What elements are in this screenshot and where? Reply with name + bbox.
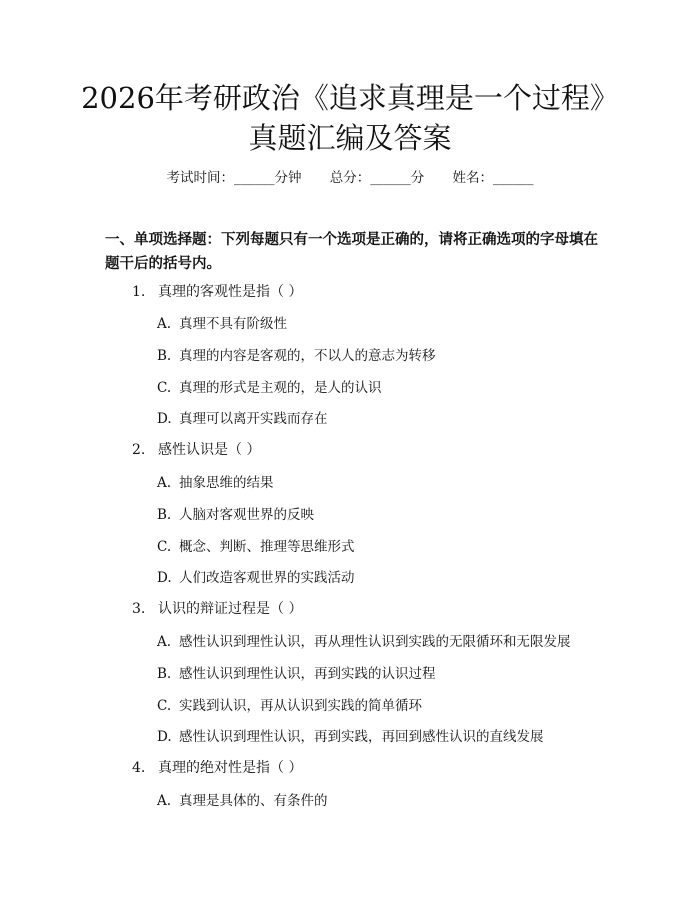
option-2b	[157, 505, 314, 525]
question-number: 3.	[132, 601, 146, 617]
option-1a	[157, 314, 287, 334]
section-heading: 一、单项选择题：下列每题只有一个选项是正确的，请将正确选项的字母填在题干后的括号内。	[105, 232, 598, 272]
option-letter: D.	[157, 411, 172, 427]
option-text: 真理是具体的、有条件的	[179, 793, 328, 809]
option-letter: D.	[157, 570, 172, 586]
option-text: 感性认识到理性认识，再到实践的认识过程	[179, 666, 436, 682]
exam-time: 考试时间：______分钟	[166, 170, 302, 186]
exam-info	[0, 168, 700, 188]
option-text: 真理的形式是主观的，是人的认识	[179, 380, 382, 396]
option-letter: A.	[157, 475, 172, 491]
option-letter: B.	[157, 348, 172, 364]
option-text: 实践到认识，再从认识到实践的简单循环	[179, 698, 422, 714]
question-number: 4.	[132, 760, 146, 776]
option-letter: A.	[157, 316, 172, 332]
option-text: 人们改造客观世界的实践活动	[179, 570, 355, 586]
option-text: 感性认识到理性认识，再到实践，再回到感性认识的直线发展	[179, 729, 544, 745]
option-text: 抽象思维的结果	[179, 475, 274, 491]
option-letter: A.	[157, 793, 172, 809]
option-2c	[157, 537, 355, 557]
option-letter: B.	[157, 507, 172, 523]
option-3b	[157, 664, 436, 684]
option-letter: C.	[157, 539, 172, 555]
question-3	[132, 599, 302, 619]
option-letter: C.	[157, 698, 172, 714]
option-2a	[157, 473, 274, 493]
option-text: 人脑对客观世界的反映	[179, 507, 314, 523]
student-name: 姓名：______	[452, 170, 534, 186]
option-text: 感性认识到理性认识，再从理性认识到实践的无限循环和无限发展	[179, 634, 571, 650]
option-1b	[157, 346, 436, 366]
option-2d	[157, 568, 355, 588]
question-text: 认识的辩证过程是（ ）	[158, 601, 303, 617]
option-1c	[157, 378, 382, 398]
total-score: 总分：______分	[329, 170, 425, 186]
option-letter: A.	[157, 634, 172, 650]
option-text: 概念、判断、推理等思维形式	[179, 539, 355, 555]
question-text: 真理的客观性是指（ ）	[158, 284, 303, 300]
document-title: 2026年考研政治《追求真理是一个过程》真题汇编及答案	[81, 81, 619, 155]
question-2	[132, 440, 260, 460]
question-number: 1.	[132, 284, 146, 300]
option-4a	[157, 791, 328, 811]
option-1d	[157, 409, 328, 429]
option-letter: B.	[157, 666, 172, 682]
question-text: 真理的绝对性是指（ ）	[158, 760, 303, 776]
option-3c	[157, 696, 422, 716]
question-1	[132, 282, 302, 302]
question-number: 2.	[132, 442, 146, 458]
question-text: 感性认识是（ ）	[158, 442, 261, 458]
option-letter: D.	[157, 729, 172, 745]
option-3d	[157, 727, 544, 747]
option-text: 真理可以离开实践而存在	[179, 411, 328, 427]
option-letter: C.	[157, 380, 172, 396]
question-4	[132, 758, 302, 778]
option-3a	[157, 632, 571, 652]
option-text: 真理不具有阶级性	[179, 316, 287, 332]
option-text: 真理的内容是客观的，不以人的意志为转移	[179, 348, 436, 364]
